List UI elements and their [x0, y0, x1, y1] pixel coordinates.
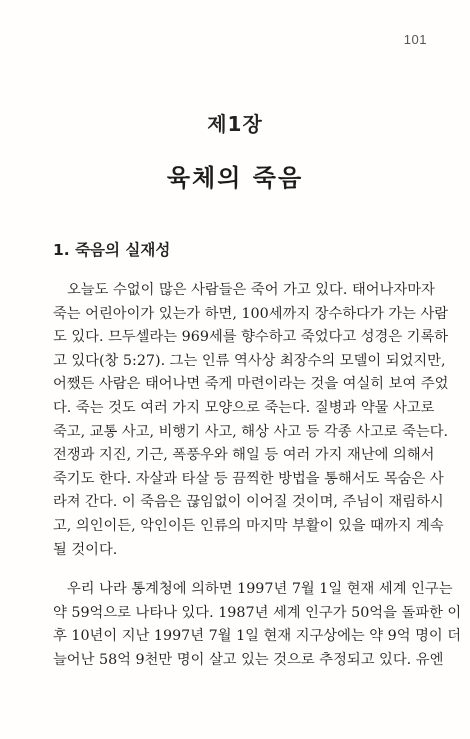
text-line: 도 있다. 므두셀라는 969세를 향수하고 죽었다고 성경은 기록하 — [53, 329, 449, 346]
text-line: 우리 나라 통계청에 의하면 1997년 7월 1일 현재 세계 인구는 — [67, 581, 453, 597]
chapter-title: 육체의 죽음 — [166, 164, 304, 192]
chapter-number: 제1장 — [207, 112, 263, 136]
paragraph-1 — [53, 279, 449, 562]
page-number: 101 — [403, 32, 427, 47]
section-heading: 1. 죽음의 실재성 — [53, 241, 171, 259]
text-line: 죽기도 한다. 자살과 타살 등 끔찍한 방법을 통해서도 목숨은 사 — [53, 470, 444, 487]
text-line: 오늘도 수없이 많은 사람들은 죽어 가고 있다. 태어나자마자 — [67, 282, 435, 298]
text-line: 후 10년이 지난 1997년 7월 1일 현재 지구상에는 약 9억 명이 더 — [53, 628, 462, 645]
text-line: 늘어난 58억 9천만 명이 살고 있는 것으로 추정되고 있다. 유엔 — [53, 651, 444, 668]
text-line: 전쟁과 지진, 기근, 폭풍우와 해일 등 여러 가지 재난에 의해서 — [53, 447, 435, 464]
text-line: 죽고, 교통 사고, 비행기 사고, 해상 사고 등 각종 사고로 죽는다. — [53, 423, 449, 440]
text-line: 어쨌든 사람은 태어나면 죽게 마련이라는 것을 여실히 보여 주었 — [53, 376, 449, 393]
text-line: 될 것이다. — [53, 541, 118, 558]
paragraph-2 — [53, 578, 462, 672]
text-line: 라져 간다. 이 죽음은 끊임없이 이어질 것이며, 주님이 재림하시 — [53, 494, 444, 511]
text-line: 고 있다(창 5:27). 그는 인류 역사상 최장수의 모델이 되었지만, — [53, 352, 446, 369]
text-line: 약 59억으로 나타나 있다. 1987년 세계 인구가 50억을 돌파한 이 — [53, 604, 462, 621]
text-line: 다. 죽는 것도 여러 가지 모양으로 죽는다. 질병과 약물 사고로 — [53, 399, 435, 416]
text-line: 고, 의인이든, 악인이든 인류의 마지막 부활이 있을 때까지 계속 — [53, 517, 444, 534]
text-line: 죽는 어린아이가 있는가 하면, 100세까지 장수하다가 가는 사람 — [53, 305, 449, 322]
